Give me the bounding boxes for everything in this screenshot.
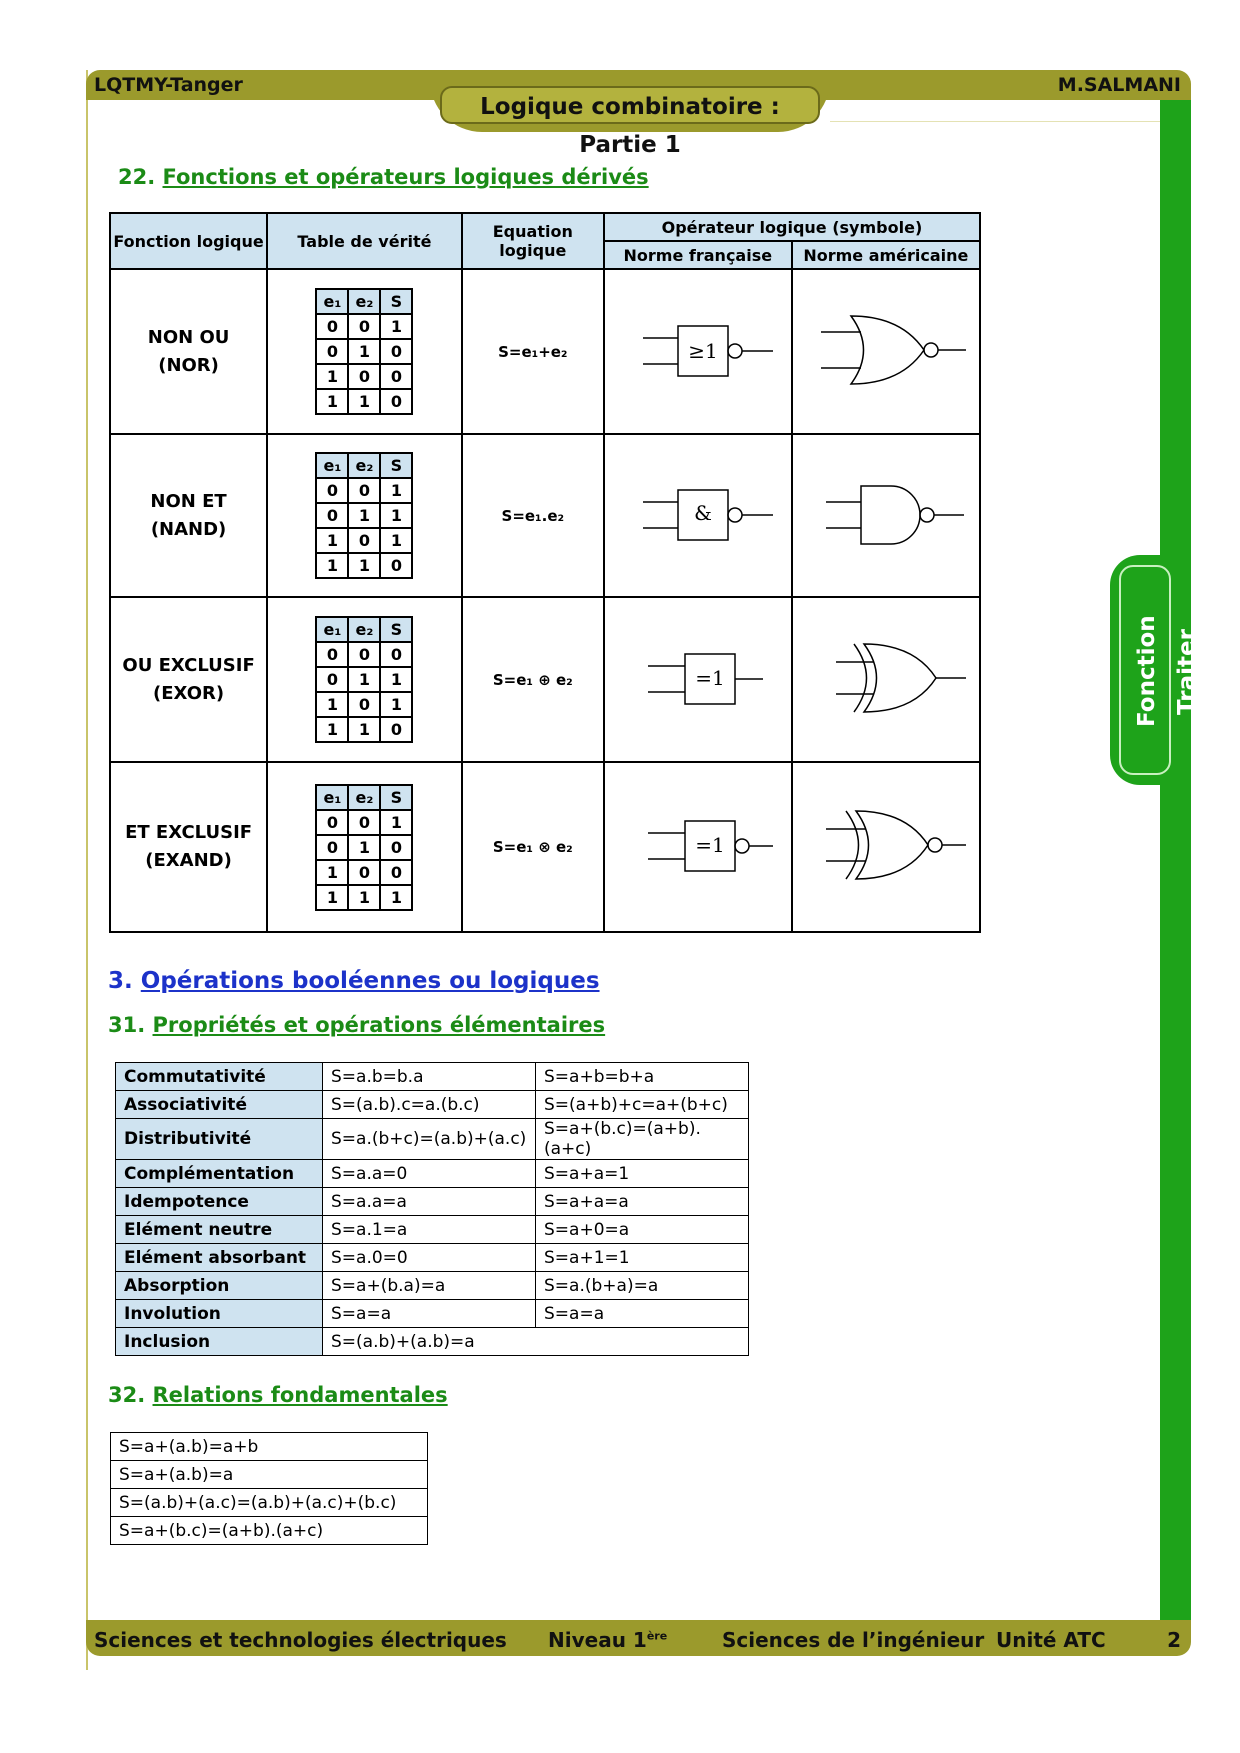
equation: S=e₁.e₂: [462, 434, 604, 597]
exand-fr-symbol: [623, 805, 773, 885]
header-norme-us: Norme américaine: [792, 241, 980, 269]
nand-fr-symbol: [623, 474, 773, 554]
symbol-us: [792, 762, 980, 932]
page-title: Logique combinatoire : Partie 1: [440, 86, 820, 124]
section-number: 31.: [108, 1013, 146, 1037]
equation: S=e₁+e₂: [462, 269, 604, 434]
table-row: Distributivité S=a.(b+c)=(a.b)+(a.c) S=a+(b.c)=(a+b).(a+c): [116, 1119, 749, 1160]
svg-text:=1: =1: [695, 833, 725, 857]
function-name: OU EXCLUSIF (EXOR): [110, 597, 267, 762]
table-row: Commutativité S=a.b=b.a S=a+b=b+a: [116, 1063, 749, 1091]
section-number: 32.: [108, 1383, 146, 1407]
header-rule: [830, 121, 1190, 122]
header-norme-fr: Norme française: [604, 241, 792, 269]
svg-text:&: &: [693, 500, 712, 525]
footer-level: Niveau 1ère: [548, 1628, 668, 1652]
section-31-heading: [108, 1013, 605, 1037]
table-row: S=a+(a.b)=a+b: [111, 1433, 428, 1461]
table-row: Elément neutre S=a.1=a S=a+0=a: [116, 1216, 749, 1244]
footer-subject: Sciences de l’ingénieur: [722, 1628, 985, 1652]
author-name: M.SALMANI: [1057, 74, 1181, 96]
side-tab-label: Fonction Traiter: [1134, 615, 1200, 727]
table-row: [110, 434, 980, 597]
relations-table: [110, 1432, 428, 1545]
truth-table-cell: [267, 597, 462, 762]
footer-unit: Unité ATC: [996, 1628, 1106, 1652]
truth-table-cell: [267, 269, 462, 434]
table-row: [110, 597, 980, 762]
derived-functions-table: [109, 212, 981, 933]
equation: S=e₁ ⊗ e₂: [462, 762, 604, 932]
footer-program: Sciences et technologies électriques: [94, 1628, 507, 1652]
truth-table-cell: [267, 762, 462, 932]
table-row: [110, 762, 980, 932]
truth-table: e₁ e₂ S 0 0 1 0 1 0 1 0 0 1 1 0: [315, 288, 413, 415]
header-operateur: Opérateur logique (symbole): [604, 213, 980, 241]
section-number: 3.: [108, 968, 133, 994]
side-band: [1160, 100, 1191, 1633]
table-row: Inclusion S=(a.b)+(a.b)=a: [116, 1328, 749, 1356]
table-row: Involution S=a=a S=a=a: [116, 1300, 749, 1328]
section-32-heading: [108, 1383, 448, 1407]
table-row: S=(a.b)+(a.c)=(a.b)+(a.c)+(b.c): [111, 1489, 428, 1517]
section-22-heading: [118, 165, 649, 189]
function-name: ET EXCLUSIF (EXAND): [110, 762, 267, 932]
table-row: Absorption S=a+(b.a)=a S=a.(b+a)=a: [116, 1272, 749, 1300]
nand-us-symbol: [806, 474, 966, 554]
section-title: Propriétés et opérations élémentaires: [152, 1013, 606, 1037]
truth-table: e₁ e₂ S 0 0 1 0 1 1 1 0 1 1 1 0: [315, 452, 413, 579]
equation: S=e₁ ⊕ e₂: [462, 597, 604, 762]
svg-text:≥1: ≥1: [688, 338, 718, 363]
truth-table: e₁ e₂ S 0 0 0 0 1 1 1 0 1 1 1 0: [315, 616, 413, 743]
symbol-us: [792, 597, 980, 762]
section-title: Fonctions et opérateurs logiques dérivés: [162, 165, 649, 189]
section-number: 22.: [118, 165, 156, 189]
table-row: Complémentation S=a.a=0 S=a+a=1: [116, 1160, 749, 1188]
truth-table: e₁ e₂ S 0 0 1 0 1 0 1 0 0 1 1 1: [315, 784, 413, 911]
properties-table: [115, 1062, 749, 1356]
header-fonction: Fonction logique: [110, 213, 267, 269]
function-name: NON OU (NOR): [110, 269, 267, 434]
symbol-us: [792, 434, 980, 597]
table-row: S=a+(a.b)=a: [111, 1461, 428, 1489]
table-row: [110, 269, 980, 434]
school-name: LQTMY-Tanger: [94, 74, 243, 96]
symbol-fr: [604, 762, 792, 932]
svg-text:=1: =1: [695, 665, 725, 690]
section-title: Opérations booléennes ou logiques: [140, 968, 600, 994]
table-row: Associativité S=(a.b).c=a.(b.c) S=(a+b)+c=a+(b+c): [116, 1091, 749, 1119]
table-row: Elément absorbant S=a.0=0 S=a+1=1: [116, 1244, 749, 1272]
page-number: 2: [1167, 1628, 1181, 1652]
table-row: S=a+(b.c)=(a+b).(a+c): [111, 1517, 428, 1545]
footer-bar: [86, 1620, 1191, 1656]
symbol-fr: [604, 597, 792, 762]
section-title: Relations fondamentales: [152, 1383, 448, 1407]
function-name: NON ET (NAND): [110, 434, 267, 597]
table-row: Idempotence S=a.a=a S=a+a=a: [116, 1188, 749, 1216]
exand-us-symbol: [806, 805, 966, 885]
header-equation: Equation logique: [462, 213, 604, 269]
header-table: Table de vérité: [267, 213, 462, 269]
nor-us-symbol: [806, 310, 966, 390]
symbol-fr: [604, 434, 792, 597]
page-frame: [86, 70, 88, 1670]
nor-fr-symbol: [623, 310, 773, 390]
exor-fr-symbol: [623, 638, 773, 718]
truth-table-cell: [267, 434, 462, 597]
symbol-fr: [604, 269, 792, 434]
exor-us-symbol: [806, 638, 966, 718]
section-3-heading: [108, 968, 600, 994]
symbol-us: [792, 269, 980, 434]
